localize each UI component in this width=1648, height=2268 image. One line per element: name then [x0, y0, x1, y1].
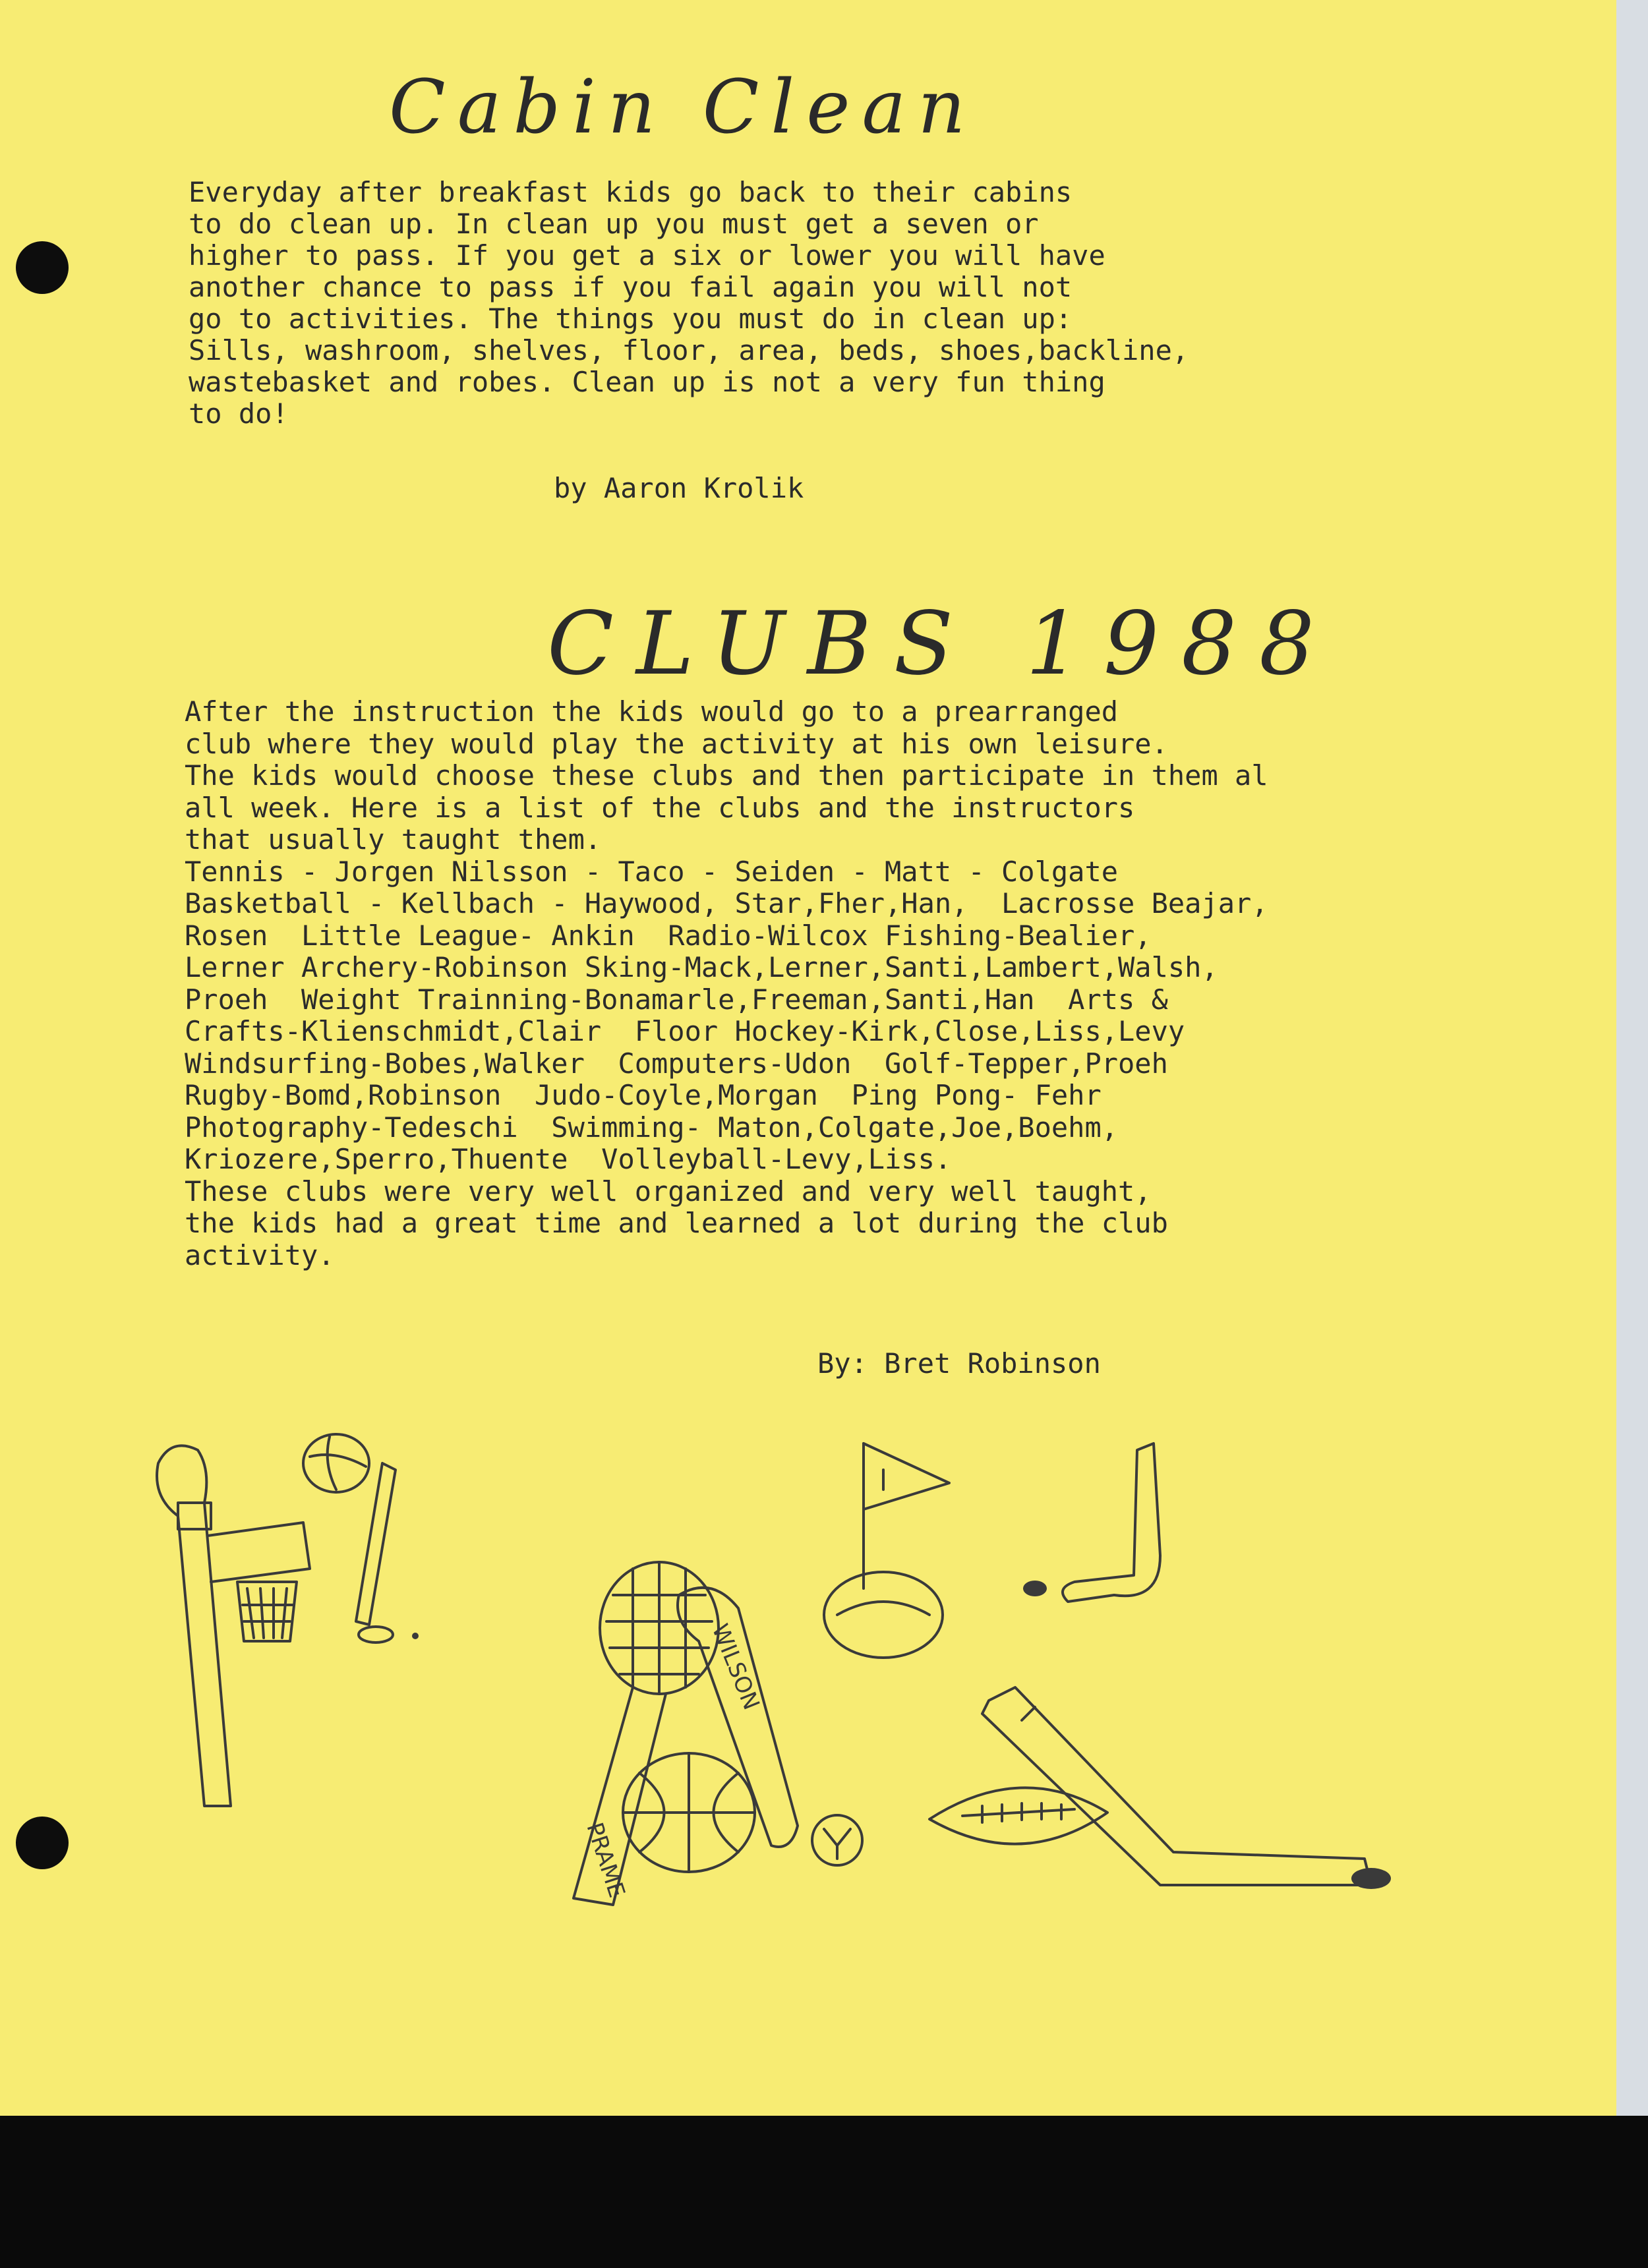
bat-brand-text: WILSON: [706, 1620, 765, 1714]
punch-hole-bottom: [16, 1817, 69, 1869]
baseball-bat-icon: [678, 1588, 798, 1847]
golf-flag-icon: [824, 1443, 949, 1658]
small-ball-icon: [812, 1815, 862, 1865]
clubs-title: CLUBS 1988: [547, 593, 1337, 695]
basketball-icon: [623, 1753, 755, 1872]
tennis-racket-icon: [574, 1562, 719, 1905]
cabin-clean-byline: by Aaron Krolik: [554, 472, 804, 504]
cabin-clean-title: Cabin Clean: [389, 65, 978, 150]
basketball-hoop-icon: [157, 1434, 419, 1806]
sports-equipment-drawing: [132, 1424, 1424, 1925]
cabin-clean-paragraph: Everyday after breakfast kids go back to their cabins to do clean up. In clean up you must get a seven or higher to pass. If you get a six or lower you will have another chance to pass if you fail again you will not go to activities. The things you must do in clean up: Sills, washroom, shelves, floor, area, beds, shoes,backline, wastebasket and robes. Clean up is not a very fun thing to do!: [189, 176, 1189, 430]
golf-club-icon: [1023, 1443, 1160, 1602]
racket-brand-text: PRAME: [581, 1819, 630, 1901]
scanner-edge-strip: [1616, 0, 1648, 2116]
football-icon: [929, 1788, 1107, 1844]
clubs-byline: By: Bret Robinson: [817, 1347, 1101, 1380]
clubs-paragraph: After the instruction the kids would go to a prearranged club where they would play the activity at his own leisure. The kids would choose these clubs and then participate in them al all week. Here is a list of the clubs and the instructors that usually taught them. Tennis - Jorgen Nilsson - Taco - Seiden - Matt - Colgate Basketball - Kellbach - Haywood, Star,Fher,Han, Lacrosse Beajar, Rosen Little League- Ankin Radio-Wilcox Fishing-Bealier, Lerner Archery-Robinson Sking-Mack,Lerner,Santi,Lambert,Walsh, Proeh Weight Trainning-Bonamarle,Freeman,Santi,Han Arts & Crafts-Klienschmidt,Clair Floor Hockey-Kirk,Close,Liss,Levy Windsurfing-Bobes,Walker Computers-Udon Golf-Tepper,Proeh Rugby-Bomd,Robinson Judo-Coyle,Morgan Ping Pong- Fehr Photography-Tedeschi Swimming- Maton,Colgate,Joe,Boehm, Kriozere,Sperro,Thuente Volleyball-Levy,Liss. These clubs were very well organized and very well taught, the kids had a great time and learned a lot during the club activity.: [185, 695, 1268, 1271]
scanner-bottom-band: [0, 2116, 1648, 2268]
punch-hole-top: [16, 241, 69, 294]
